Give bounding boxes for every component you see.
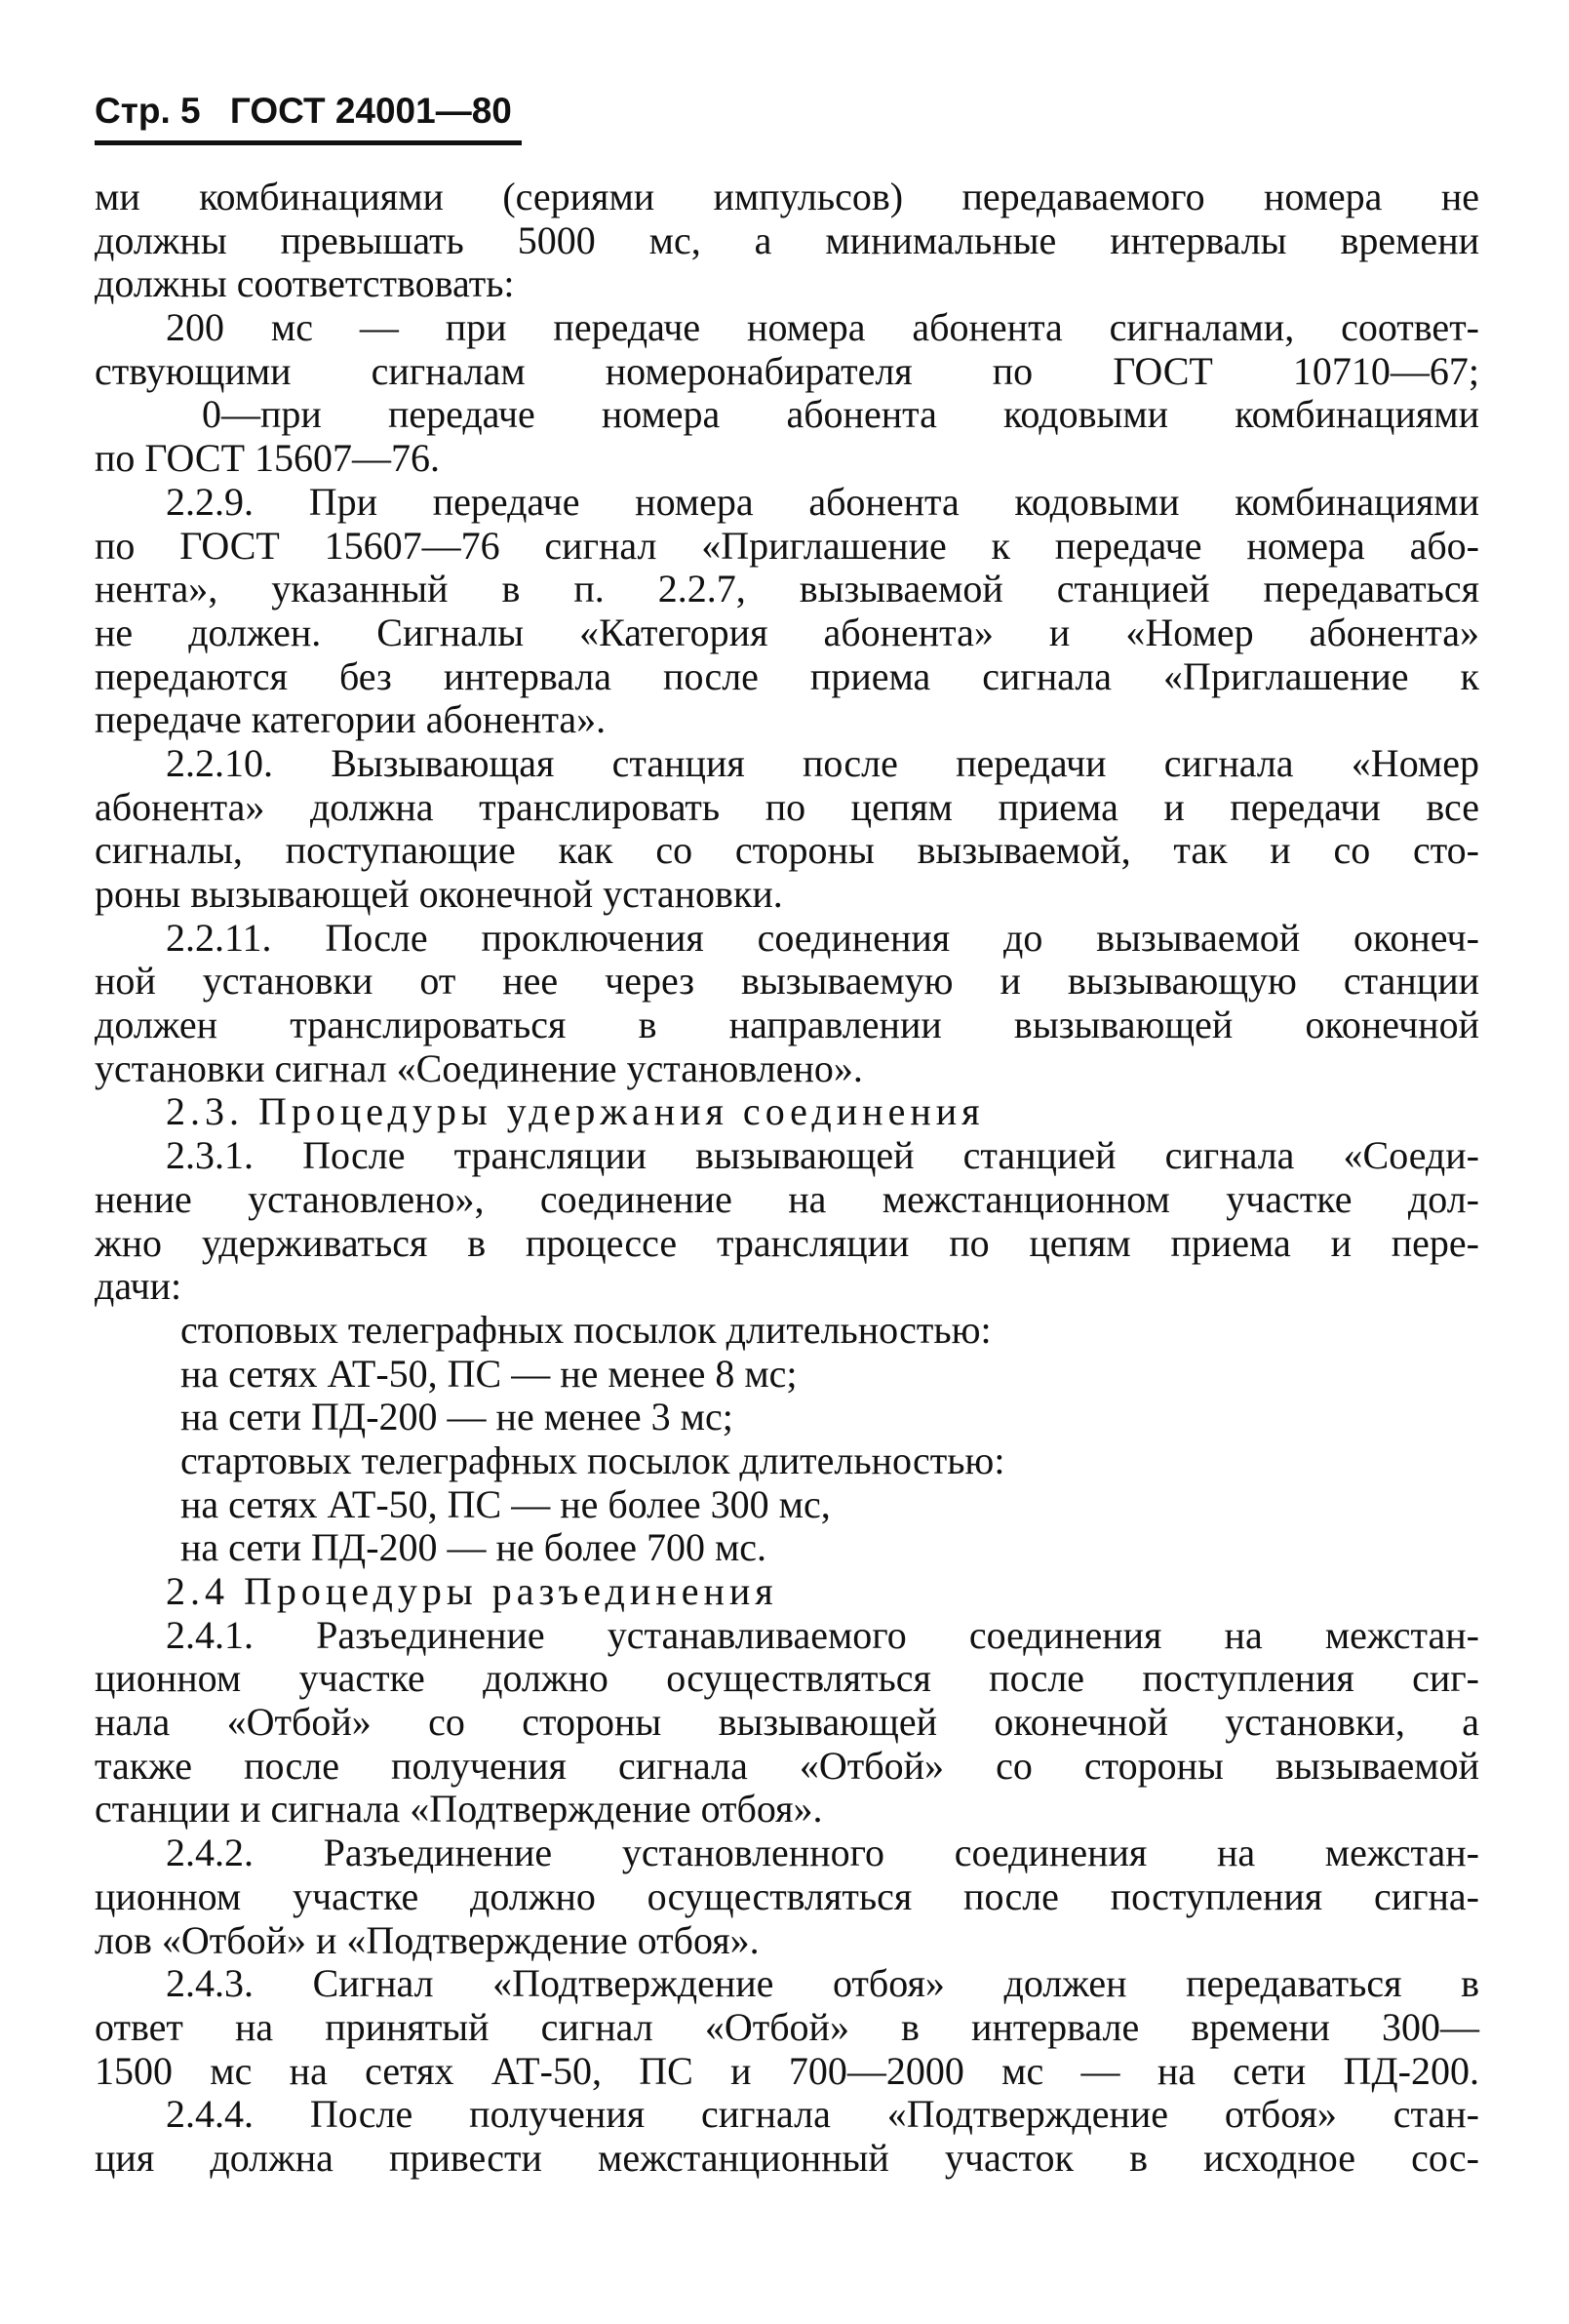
clause-2-3-1: 2.3.1. После трансляции вызывающей станцией сигнала «Соеди-	[166, 1133, 1479, 1178]
clause-2-4-4: 2.4.4. После получения сигнала «Подтверждение отбоя» стан-	[166, 2092, 1479, 2137]
list-item: на сети ПД-200 — не менее 3 мс;	[180, 1395, 733, 1439]
text-line: роны вызывающей оконечной установки.	[95, 872, 783, 916]
text-line: нение установлено», соединение на межстанционном участке дол-	[95, 1176, 1479, 1221]
list-item: на сети ПД-200 — не более 700 мс.	[180, 1525, 767, 1570]
text-line: 200 мс — при передаче номера абонента сигналами, соответ-	[166, 305, 1479, 350]
page-header	[95, 90, 518, 133]
clause-2-4-3: 2.4.3. Сигнал «Подтверждение отбоя» должен передаваться в	[166, 1961, 1479, 2006]
section-heading-2-3: 2.3. Процедуры удержания соединения	[166, 1089, 985, 1134]
text-line: ной установки от нее через вызываемую и вызывающую станции	[95, 959, 1479, 1004]
list-item: на сетях АТ-50, ПС — не более 300 мс,	[180, 1481, 831, 1526]
text-line: установки сигнал «Соединение установлено».	[95, 1045, 863, 1090]
section-heading-2-4: 2.4 Процедуры разъединения	[166, 1569, 778, 1613]
text-line: ционном участке должно осуществляться после поступления сиг-	[95, 1656, 1479, 1701]
text-line: по ГОСТ 15607—76 сигнал «Приглашение к передаче номера або-	[95, 523, 1479, 568]
text-line: сигналы, поступающие как со стороны вызываемой, так и со сто-	[95, 828, 1479, 873]
text-line: 1500 мс на сетях АТ-50, ПС и 700—2000 мс — на сети ПД-200.	[95, 2048, 1479, 2093]
text-line: не должен. Сигналы «Категория абонента» и «Номер абонента»	[95, 610, 1479, 654]
text-line: должны превышать 5000 мс, а минимальные интервалы времени	[95, 217, 1479, 262]
text-line: должны соответствовать:	[95, 261, 515, 306]
text-line: абонента» должна транслировать по цепям приема и передачи все	[95, 784, 1479, 829]
text-line: ми комбинациями (сериями импульсов) передаваемого номера не	[95, 175, 1479, 218]
text-line: ция должна привести межстанционный участок в исходное сос-	[95, 2135, 1479, 2180]
list-item: стартовых телеграфных посылок длительностью:	[180, 1438, 1005, 1482]
text-line: передаются без интервала после приема сигнала «Приглашение к	[95, 653, 1479, 698]
text-line: должен транслироваться в направлении вызывающей оконечной	[95, 1003, 1479, 1047]
body-text	[95, 176, 1479, 2181]
text-line: дачи:	[95, 1264, 182, 1309]
header-rule	[95, 140, 522, 145]
text-line: по ГОСТ 15607—76.	[95, 436, 441, 481]
text-line: жно удерживаться в процессе трансляции по цепям приема и пере-	[95, 1220, 1479, 1265]
clause-2-4-1: 2.4.1. Разъединение устанавливаемого соединения на межстан-	[166, 1612, 1479, 1657]
clause-2-4-2: 2.4.2. Разъединение установленного соединения на межстан-	[166, 1831, 1479, 1875]
text-line: 0—при передаче номера абонента кодовыми комбинациями	[202, 392, 1479, 437]
clause-2-2-9: 2.2.9. При передаче номера абонента кодовыми комбинациями	[166, 479, 1479, 524]
text-line: нала «Отбой» со стороны вызывающей оконечной установки, а	[95, 1700, 1479, 1745]
text-line: также после получения сигнала «Отбой» со стороны вызываемой	[95, 1743, 1479, 1788]
list-item: на сетях АТ-50, ПС — не менее 8 мс;	[180, 1351, 798, 1396]
clause-2-2-10: 2.2.10. Вызывающая станция после передачи сигнала «Номер	[166, 740, 1479, 785]
text-line: ответ на принятый сигнал «Отбой» в интервале времени 300—	[95, 2004, 1479, 2049]
standard-designation: ГОСТ 24001—80	[229, 91, 512, 131]
text-line: лов «Отбой» и «Подтверждение отбоя».	[95, 1917, 760, 1962]
text-line: нента», указанный в п. 2.2.7, вызываемой станцией передаваться	[95, 567, 1479, 611]
list-item: стоповых телеграфных посылок длительностью:	[180, 1307, 992, 1352]
text-line: станции и сигнала «Подтверждение отбоя».	[95, 1787, 823, 1832]
clause-2-2-11: 2.2.11. После проключения соединения до вызываемой оконеч-	[166, 915, 1479, 960]
text-line: ствующими сигналам номеронабирателя по ГОСТ 10710—67;	[95, 348, 1479, 393]
page-number: Стр. 5	[95, 91, 201, 131]
text-line: передаче категории абонента».	[95, 697, 607, 742]
text-line: ционном участке должно осуществляться после поступления сигна-	[95, 1873, 1479, 1918]
